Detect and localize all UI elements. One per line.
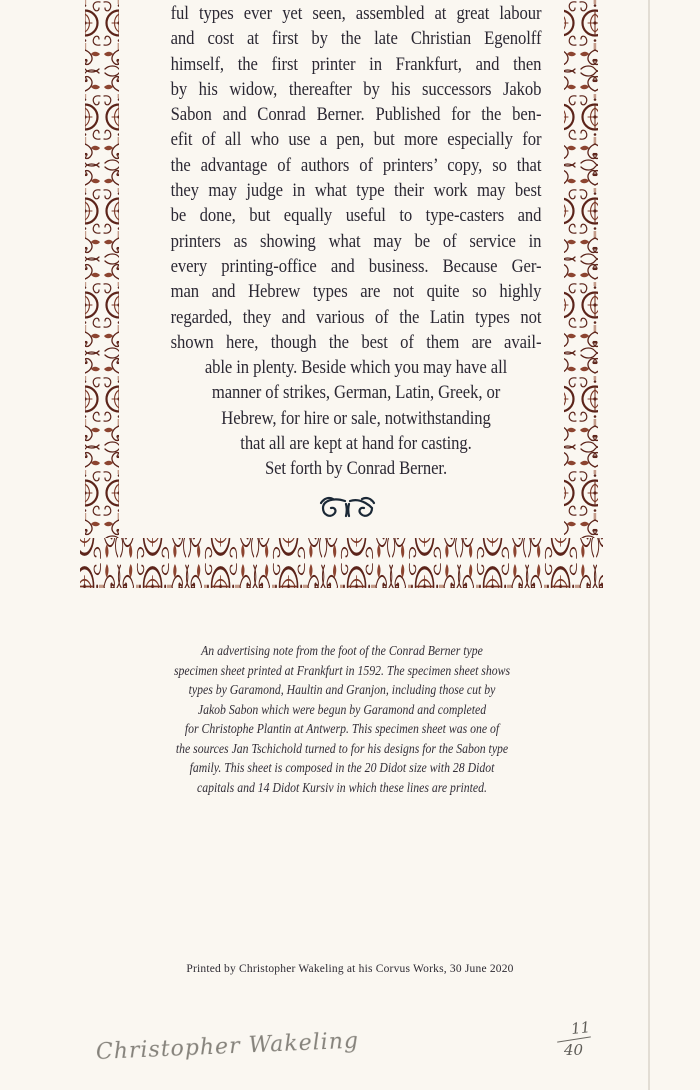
- text-line: capitals and 14 Didot Kursiv in which these lines are printed.: [197, 780, 487, 796]
- text-line: family. This sheet is composed in the 20 Didot size with 28 Didot: [189, 761, 495, 776]
- colophon-note-block: [157, 642, 527, 798]
- text-line: An advertising note from the foot of the Conrad Berner type: [201, 644, 483, 659]
- text-line: the advantage of authors of printers’ copy, so that: [170, 155, 542, 176]
- text-line: efit of all who use a pen, but more especially for: [170, 130, 542, 151]
- border-left-strip: [85, 0, 119, 538]
- edition-fraction: [556, 1020, 606, 1058]
- text-line: for Christophe Plantin at Antwerp. This specimen sheet was one of: [184, 722, 500, 737]
- text-line: every printing-office and business. Because Ger-: [170, 256, 542, 277]
- text-line: specimen sheet printed at Frankfurt in 1592. The specimen sheet shows: [173, 663, 511, 679]
- text-line: Hebrew, for hire or sale, notwithstanding: [221, 408, 491, 429]
- signature-handwriting: Christopher Wakeling: [95, 1028, 360, 1065]
- text-line: manner of strikes, German, Latin, Greek, or: [211, 383, 501, 404]
- text-line: the sources Jan Tschichold turned to for his designs for the Sabon type: [175, 741, 509, 757]
- text-line: himself, the first printer in Frankfurt, and then: [170, 54, 542, 75]
- text-line: regarded, they and various of the Latin types not: [170, 307, 542, 328]
- text-line: able in plenty. Beside which you may have all: [204, 358, 508, 379]
- text-line: man and Hebrew types are not quite so highly: [170, 282, 542, 303]
- text-line: shown here, though the best of them are avail-: [170, 332, 542, 353]
- paper-crease: [648, 0, 650, 1090]
- edition-numerator: 11: [570, 1018, 591, 1038]
- text-line: and cost at first by the late Christian Egenolff: [170, 29, 542, 50]
- text-line: Sabon and Conrad Berner. Published for the ben-: [170, 105, 542, 126]
- text-line: Jakob Sabon which were begun by Garamond and completed: [197, 702, 487, 718]
- border-bottom-band: [80, 538, 603, 588]
- text-line: Set forth by Conrad Berner.: [264, 459, 448, 480]
- text-line: ful types ever yet seen, assembled at great labour: [170, 4, 542, 24]
- border-right-strip: [564, 0, 598, 538]
- text-line: types by Garamond, Haultin and Granjon, including those cut by: [188, 683, 496, 698]
- text-line: be done, but equally useful to type-casters and: [170, 206, 542, 227]
- specimen-text-block: [171, 2, 542, 483]
- text-line: printers as showing what may be of service in: [170, 231, 542, 252]
- text-line: by his widow, thereafter by his successors Jakob: [170, 79, 542, 100]
- text-line: that all are kept at hand for casting.: [240, 434, 472, 455]
- text-line: they may judge in what type their work may best: [170, 181, 542, 202]
- edition-denominator: 40: [564, 1041, 584, 1059]
- imprint-line: Printed by Christopher Wakeling at his Corvus Works, 30 June 2020: [186, 963, 514, 975]
- tailpiece-fleuron-icon: [321, 498, 374, 516]
